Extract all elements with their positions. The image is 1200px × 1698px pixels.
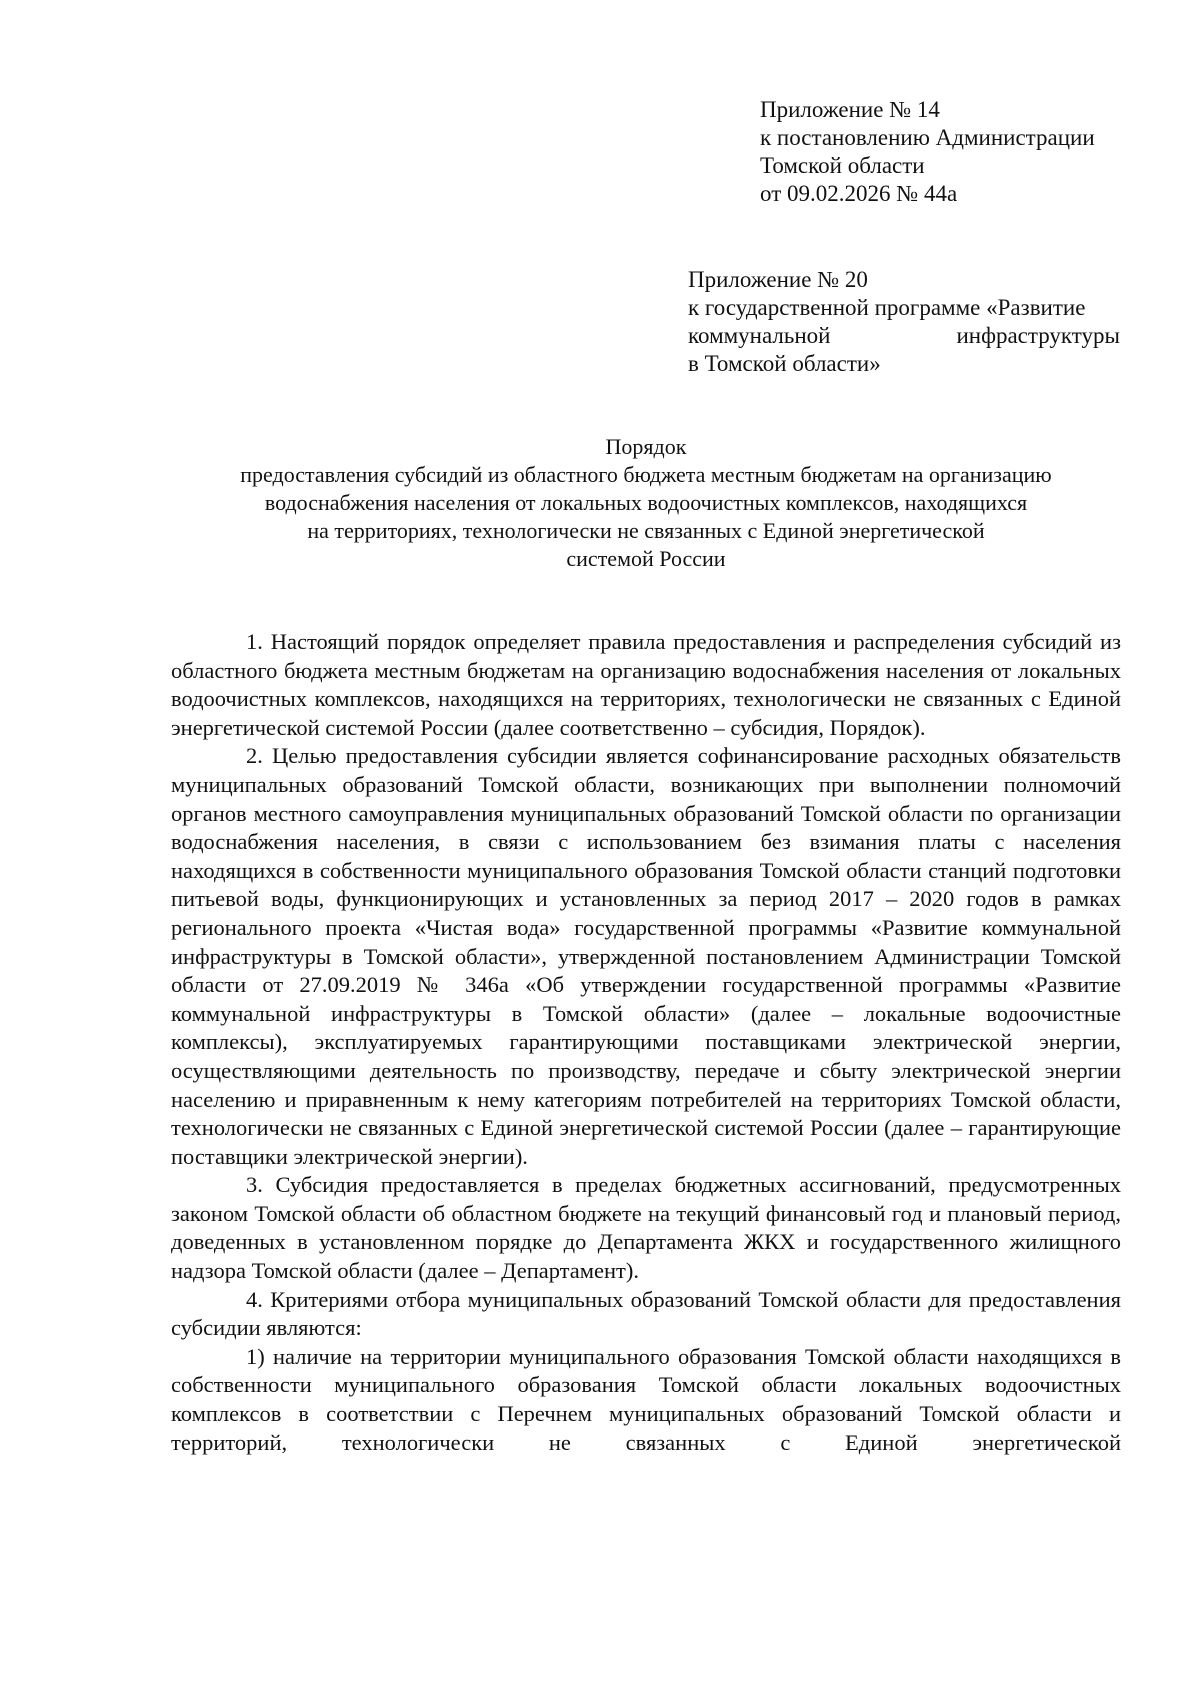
document-title: [171, 433, 1121, 573]
appendix-20-word: инфраструктуры: [956, 323, 1120, 348]
title-heading: Порядок: [605, 434, 687, 459]
appendix-14-line: Приложение № 14: [760, 97, 940, 122]
appendix-20-header: [688, 266, 1120, 378]
title-line: предоставления субсидий из областного бюджета местным бюджетам на организацию: [240, 462, 1052, 487]
document-body: [171, 628, 1121, 1457]
appendix-20-word: коммунальной: [688, 323, 831, 348]
appendix-20-line: Приложение № 20: [688, 267, 868, 292]
title-line: на территориях, технологически не связанных с Единой энергетической: [307, 518, 985, 543]
title-line: системой России: [566, 546, 726, 571]
appendix-14-header: [760, 96, 1120, 208]
appendix-20-line: к государственной программе «Развитие: [688, 295, 1086, 320]
appendix-14-line: от 09.02.2026 № 44а: [760, 181, 958, 206]
paragraph: 2. Целью предоставления субсидии является софинансирование расходных обязательств муниципальных образований Томской области, возникающих при выполнении полномочий органов местного самоуправления муниципальных образований Томской области по организации водоснабжения населения, в связи с использованием без взимания платы с населения находящихся в собственности муниципального образования Томской области станций подготовки питьевой воды, функционирующих и установленных за период 2017 – 2020 годов в рамках регионального проекта «Чистая вода» государственной программы «Развитие коммунальной инфраструктуры в Томской области», утвержденной постановлением Администрации Томской области от 27.09.2019 № 346а «Об утверждении государственной программы «Развитие коммунальной инфраструктуры в Томской области» (далее – локальные водоочистные комплексы), эксплуатируемых гарантирующими поставщиками электрической энергии, осуществляющими деятельность по производству, передаче и сбыту электрической энергии населению и приравненным к нему категориям потребителей на территориях Томской области, технологически не связанных с Единой энергетической системой России (далее – гарантирующие поставщики электрической энергии).: [171, 743, 1121, 1169]
paragraph: 1. Настоящий порядок определяет правила предоставления и распределения субсидий из областного бюджета местным бюджетам на организацию водоснабжения населения от локальных водоочистных комплексов, находящихся на территориях, технологически не связанных с Единой энергетической системой России (далее соответственно – субсидия, Порядок).: [171, 629, 1121, 740]
paragraph: 4. Критериями отбора муниципальных образований Томской области для предоставления субсидии являются:: [171, 1286, 1121, 1341]
title-line: водоснабжения населения от локальных водоочистных комплексов, находящихся: [264, 490, 1028, 515]
paragraph: 1) наличие на территории муниципального образования Томской области находящихся в собственности муниципального образования Томской области локальных водоочистных комплексов в соответствии с Перечнем муниципальных образований Томской области и территорий, технологически не связанных с Единой энергетической: [171, 1343, 1121, 1455]
paragraph: 3. Субсидия предоставляется в пределах бюджетных ассигнований, предусмотренных законом Томской области об областном бюджете на текущий финансовый год и плановый период, доведенных в установленном порядке до Департамента ЖКХ и государственного жилищного надзора Томской области (далее – Департамент).: [171, 1172, 1121, 1284]
appendix-20-line: [688, 322, 1120, 350]
appendix-20-line: в Томской области»: [688, 351, 881, 376]
appendix-14-line: к постановлению Администрации: [760, 125, 1095, 150]
appendix-14-line: Томской области: [760, 153, 925, 178]
